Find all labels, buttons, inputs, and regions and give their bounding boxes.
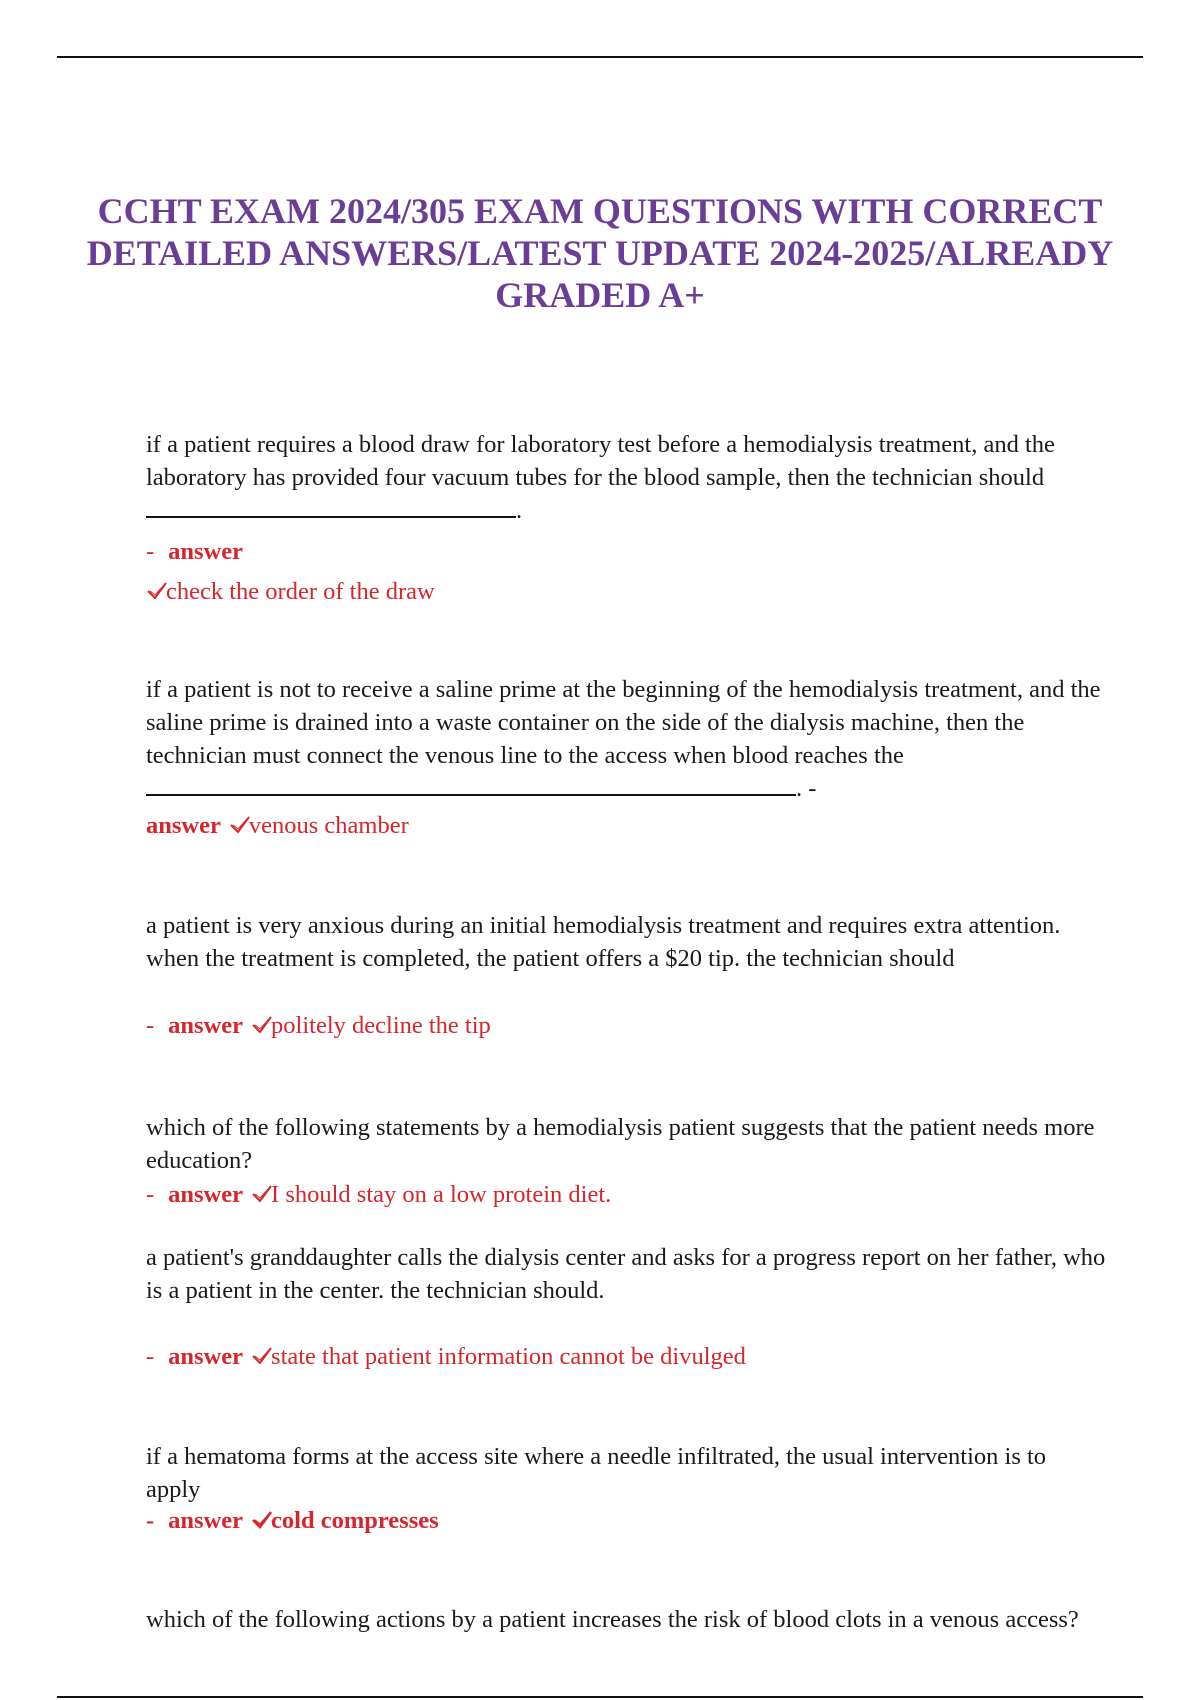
answer-2-text: venous chamber	[248, 812, 409, 839]
checkmark-icon	[146, 580, 168, 602]
question-6-text: if a hematoma forms at the access site where a needle infiltrated, the usual intervention is to apply	[146, 1443, 1047, 1503]
answer-1	[146, 575, 1106, 608]
answer-1-label-line: - answer	[146, 538, 244, 565]
answer-label: answer	[168, 1507, 244, 1534]
checkmark-icon	[251, 1014, 273, 1036]
question-7-text: which of the following actions by a patient increases the risk of blood clots in a venous access?	[146, 1606, 1079, 1633]
answer-3: - answer politely decline the tip	[146, 1012, 491, 1039]
question-7	[146, 1603, 1106, 1636]
answer-label: answer	[146, 812, 221, 839]
question-3	[146, 909, 1106, 975]
answer-5: - answer state that patient information cannot be divulged	[146, 1343, 746, 1370]
answer-5-text: state that patient information cannot be divulged	[271, 1343, 746, 1370]
answer-4-text: I should stay on a low protein diet.	[271, 1181, 612, 1208]
question-5-text: a patient's granddaughter calls the dialysis center and asks for a progress report on her father, who is a patient in the center. the technician should.	[146, 1244, 1106, 1304]
answer-label: answer	[168, 1012, 244, 1039]
answer-label: answer	[168, 1181, 244, 1208]
question-6	[146, 1440, 1106, 1506]
document-title: CCHT EXAM 2024/305 EXAM QUESTIONS WITH CORRECT DETAILED ANSWERS/LATEST UPDATE 2024-2025/ALREADY GRADED A+	[86, 191, 1114, 315]
checkmark-icon	[229, 814, 251, 836]
answer-3-text: politely decline the tip	[271, 1012, 491, 1039]
question-2-text: if a patient is not to receive a saline prime at the beginning of the hemodialysis treatment, and the saline prime is drained into a waste container on the side of the dialysis machine, then the technician must connect the venous line to the access when blood reaches the	[146, 676, 1101, 769]
question-4-text: which of the following statements by a hemodialysis patient suggests that the patient needs more education?	[146, 1114, 1095, 1174]
question-1: if a patient requires a blood draw for laboratory test before a hemodialysis treatment, and the laboratory has provided four vacuum tubes for the blood sample, then the technician should.	[146, 431, 1055, 524]
header-rule	[57, 56, 1143, 58]
checkmark-icon	[251, 1183, 273, 1205]
question-3-text: a patient is very anxious during an initial hemodialysis treatment and requires extra attention. when the treatment is completed, the patient offers a $20 tip. the technician should	[146, 912, 1061, 972]
answer-6: - answer cold compresses	[146, 1507, 439, 1534]
answer-label: answer	[168, 1343, 244, 1370]
answer-1-text: check the order of the draw	[166, 578, 435, 605]
question-4	[146, 1111, 1106, 1177]
answer-4: - answer I should stay on a low protein diet.	[146, 1181, 612, 1208]
checkmark-icon	[251, 1509, 273, 1531]
checkmark-icon	[251, 1345, 273, 1367]
question-5	[146, 1241, 1106, 1307]
answer-2	[146, 809, 1106, 842]
answer-6-text: cold compresses	[271, 1507, 439, 1534]
answer-label: answer	[168, 538, 244, 565]
answer-blank	[146, 772, 796, 796]
question-1-text: if a patient requires a blood draw for laboratory test before a hemodialysis treatment, and the laboratory has provided four vacuum tubes for the blood sample, then the technician should	[146, 431, 1055, 491]
footer-rule	[57, 1696, 1143, 1698]
question-2: if a patient is not to receive a saline prime at the beginning of the hemodialysis treatment, and the saline prime is drained into a waste container on the side of the dialysis machine, then the technician must connect the venous line to the access when blood reaches the. -	[146, 676, 1101, 802]
answer-blank	[146, 494, 516, 518]
